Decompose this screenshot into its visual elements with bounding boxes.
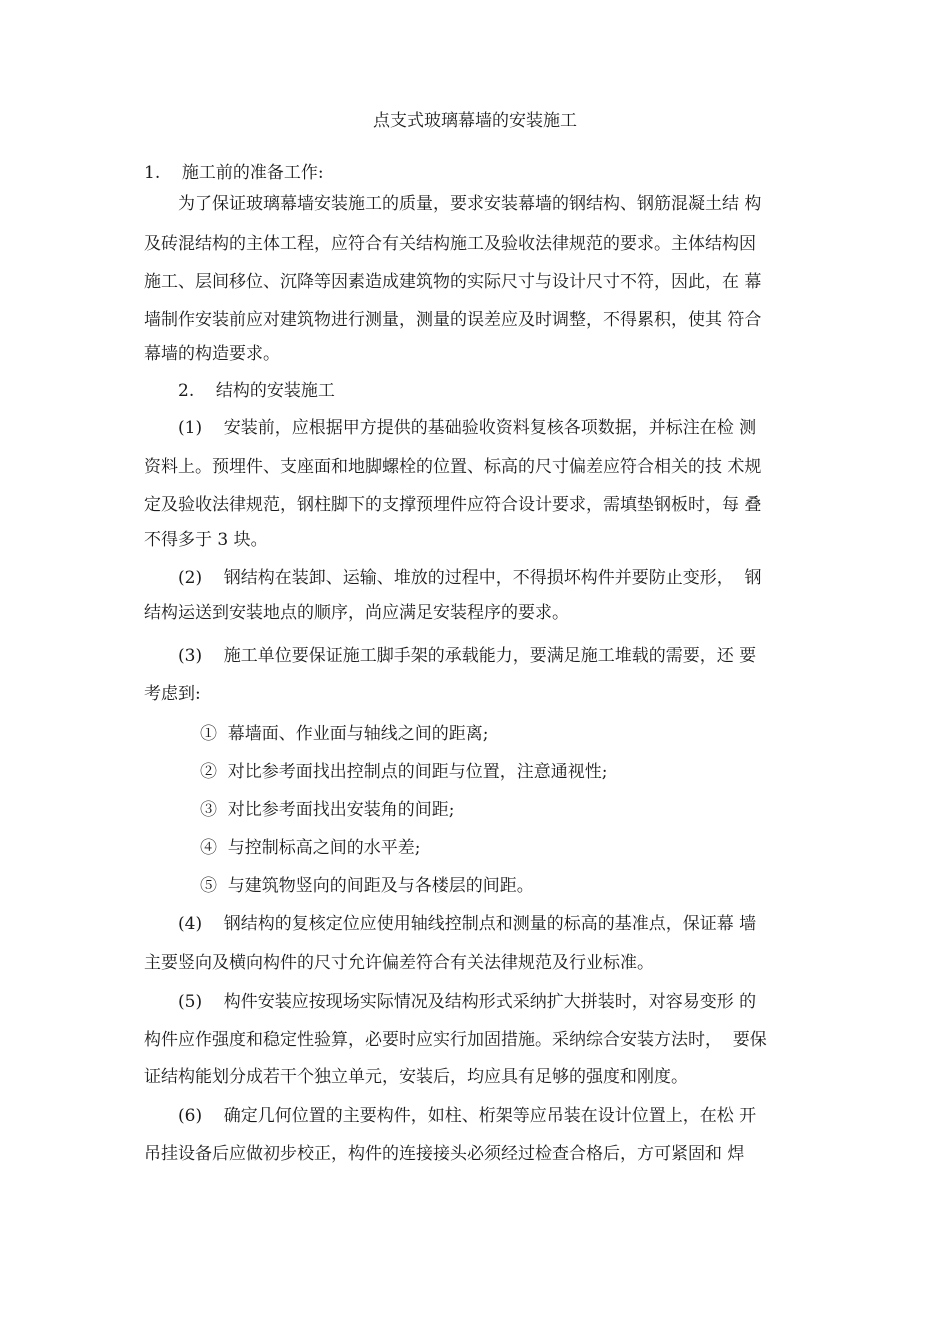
item-2-line: 结构运送到安装地点的顺序，尚应满足安装程序的要求。 (144, 603, 569, 623)
paragraph-1-line: 为了保证玻璃幕墙安装施工的质量，要求安装幕墙的钢结构、钢筋混凝土结 构 (178, 194, 762, 214)
item-1-line: 不得多于 3 块。 (144, 530, 268, 550)
paragraph-1-line: 幕墙的构造要求。 (144, 344, 280, 364)
item-2-line: (2) 钢结构在装卸、运输、堆放的过程中，不得损坏构件并要防止变形， 钢 (178, 568, 762, 588)
item-3-line: 考虑到: (144, 684, 201, 704)
paragraph-1-line: 墙制作安装前应对建筑物进行测量，测量的误差应及时调整，不得累积，使其 符合 (144, 310, 762, 330)
sub-item: ② 对比参考面找出控制点的间距与位置，注意通视性; (200, 762, 608, 782)
item-4-line: 主要竖向及横向构件的尺寸允许偏差符合有关法律规范及行业标准。 (144, 953, 654, 973)
paragraph-1-line: 及砖混结构的主体工程，应符合有关结构施工及验收法律规范的要求。主体结构因 (144, 234, 756, 254)
sub-item: ⑤ 与建筑物竖向的间距及与各楼层的间距。 (200, 876, 534, 896)
page-title: 点支式玻璃幕墙的安装施工 (373, 111, 577, 131)
paragraph-1-line: 施工、层间移位、沉降等因素造成建筑物的实际尺寸与设计尺寸不符，因此，在 幕 (144, 272, 762, 292)
item-1-line: 定及验收法律规范，钢柱脚下的支撑预埋件应符合设计要求，需填垫钢板时，每 叠 (144, 495, 762, 515)
item-5-line: 证结构能划分成若干个独立单元，安装后，均应具有足够的强度和刚度。 (144, 1067, 688, 1087)
item-4-line: (4) 钢结构的复核定位应使用轴线控制点和测量的标高的基准点，保证幕 墙 (178, 914, 757, 934)
section-2-heading: 2. 结构的安装施工 (178, 381, 335, 401)
sub-item: ① 幕墙面、作业面与轴线之间的距离; (200, 724, 489, 744)
sub-item: ③ 对比参考面找出安装角的间距; (200, 800, 455, 820)
item-5-line: (5) 构件安装应按现场实际情况及结构形式采纳扩大拼装时，对容易变形 的 (178, 992, 757, 1012)
section-1-heading: 1. 施工前的准备工作: (144, 163, 324, 183)
item-1-line: 资料上。预埋件、支座面和地脚螺栓的位置、标高的尺寸偏差应符合相关的技 术规 (144, 457, 762, 477)
item-1-line: (1) 安装前，应根据甲方提供的基础验收资料复核各项数据，并标注在检 测 (178, 418, 757, 438)
sub-item: ④ 与控制标高之间的水平差; (200, 838, 421, 858)
item-3-line: (3) 施工单位要保证施工脚手架的承载能力，要满足施工堆载的需要，还 要 (178, 646, 757, 666)
item-5-line: 构件应作强度和稳定性验算，必要时应实行加固措施。采纳综合安装方法时， 要保 (144, 1030, 767, 1050)
item-6-line: 吊挂设备后应做初步校正，构件的连接接头必须经过检查合格后，方可紧固和 焊 (144, 1144, 745, 1164)
item-6-line: (6) 确定几何位置的主要构件，如柱、桁架等应吊装在设计位置上，在松 开 (178, 1106, 757, 1126)
